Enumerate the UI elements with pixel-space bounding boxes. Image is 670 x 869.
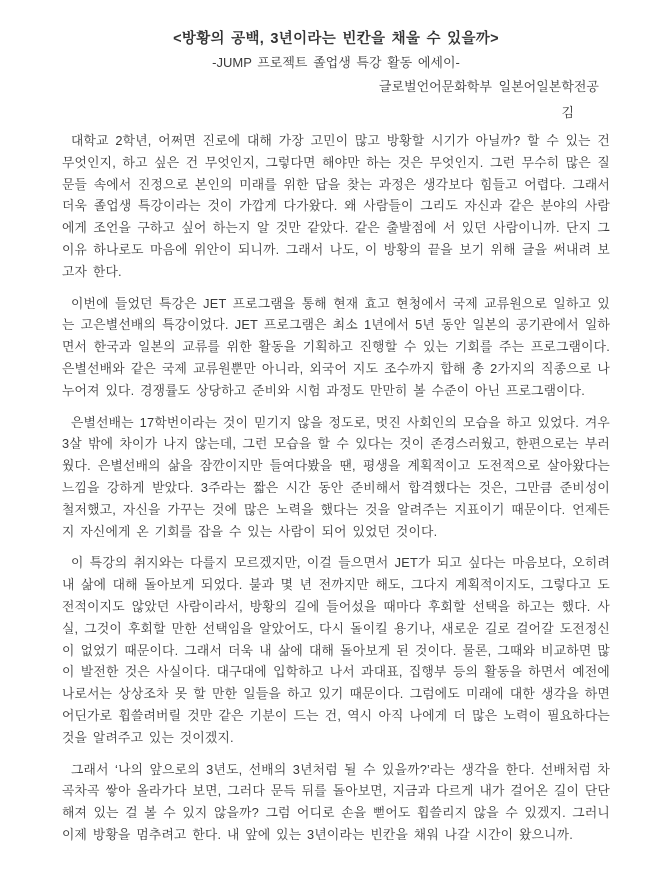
essay-paragraph-1: 대학교 2학년, 어쩌면 진로에 대해 가장 고민이 많고 방황할 시기가 아닐까? 할 수 있는 건 무엇인지, 하고 싶은 건 무엇인지, 그렇다면 해야만 하는 것은 무엇인지. 그런 무수히 많은 질문들 속에서 진정으로 본인의 미래를 위한 답을 찾는 과정은 생각보다 힘들고 어렵다. 그래서 더욱 졸업생 특강이라는 것이 가깝게 다가왔다. 왜 사람들이 그리도 자신과 같은 분야의 사람에게 조언을 구하고 싶어 하는지 알 것만 같았다. 같은 출발점에 서 있던 사람이니까. 단지 그 이유 하나로도 마음에 위안이 되니까. 그래서 나도, 이 방황의 끝을 보기 위해 글을 써내려 보고자 한다. [62, 133, 610, 279]
essay-body [62, 130, 610, 846]
essay-paragraph-3: 은별선배는 17학번이라는 것이 믿기지 않을 정도로, 멋진 사회인의 모습을 하고 있었다. 겨우 3살 밖에 차이가 나지 않는데, 그런 모습을 할 수 있다는 것이 존경스러웠고, 한편으로는 부러웠다. 은별선배의 삶을 잠깐이지만 들여다봤을 땐, 평생을 계획적이고 도전적으로 살아왔다는 느낌을 강하게 받았다. 3주라는 짧은 시간 동안 준비해서 합격했다는 것은, 그만큼 준비성이 철저했고, 자신을 가꾸는 것에 많은 노력을 했다는 것을 알려주는 지표이기 때문이다. 언제든지 자신에게 온 기회를 잡을 수 있는 사람이 되어 있었던 것이다. [62, 414, 610, 539]
essay-paragraph-2: 이번에 들었던 특강은 JET 프로그램을 통해 현재 효고 현청에서 국제 교류원으로 일하고 있는 고은별선배의 특강이었다. JET 프로그램은 최소 1년에서 5년 동안 일본의 공기관에서 일하면서 한국과 일본의 교류를 위한 활동을 기획하고 진행할 수 있는 기회를 주는 프로그램이다. 은별선배와 같은 국제 교류원뿐만 아니라, 외국어 지도 조수까지 합해 총 2가지의 직종으로 나누어져 있다. 경쟁률도 상당하고 준비와 시험 과정도 만만히 볼 수준이 아닌 프로그램이다. [62, 295, 610, 398]
author-name: 김 [561, 105, 574, 120]
essay-title: <방황의 공백, 3년이라는 빈칸을 채울 수 있을까> [173, 31, 499, 47]
essay-paragraph-4: 이 특강의 취지와는 다를지 모르겠지만, 이걸 들으면서 JET가 되고 싶다는 마음보다, 오히려 내 삶에 대해 돌아보게 되었다. 불과 몇 년 전까지만 해도, 그다지 계획적이지도, 그렇다고 도전적이지도 않았던 사람이라서, 방황의 길에 들어섰을 때마다 후회할 선택을 하고는 했다. 사실, 그것이 후회할 만한 선택임을 알았어도, 다시 돌이킬 용기나, 새로운 길로 걸어갈 도전정신이 없었기 때문이다. 그래서 더욱 내 삶에 대해 돌아보게 된 것이다. 물론, 그때와 비교하면 많이 발전한 것은 사실이다. 대구대에 입학하고 나서 과대표, 집행부 등의 활동을 하면서 예전에 나로서는 상상조차 못 할 만한 일들을 하고 있기 때문이다. 그럼에도 미래에 대한 생각을 하면 어딘가로 휩쓸려버릴 것만 같은 기분이 드는 건, 역시 아직 나에게 더 많은 노력이 필요하다는 것을 알려주고 있는 것이겠지. [62, 555, 610, 745]
essay-paragraph-5: 그래서 ‘나의 앞으로의 3년도, 선배의 3년처럼 될 수 있을까?’라는 생각을 한다. 선배처럼 차곡차곡 쌓아 올라가다 보면, 그러다 문득 뒤를 돌아보면, 지금과 다르게 내가 걸어온 길이 단단해져 있는 걸 볼 수 있지 않을까? 그럼 어디로 손을 뻗어도 휩쓸리지 않을 수 있겠지. 그러니 이제 방황을 멈추려고 한다. 내 앞에 있는 3년이라는 빈칸을 채워 나갈 시간이 왔으니까. [62, 761, 610, 842]
author-affiliation: 글로벌언어문화학부 일본어일본학전공 [378, 79, 599, 94]
essay-subtitle: -JUMP 프로젝트 졸업생 특강 활동 에세이- [212, 55, 460, 70]
